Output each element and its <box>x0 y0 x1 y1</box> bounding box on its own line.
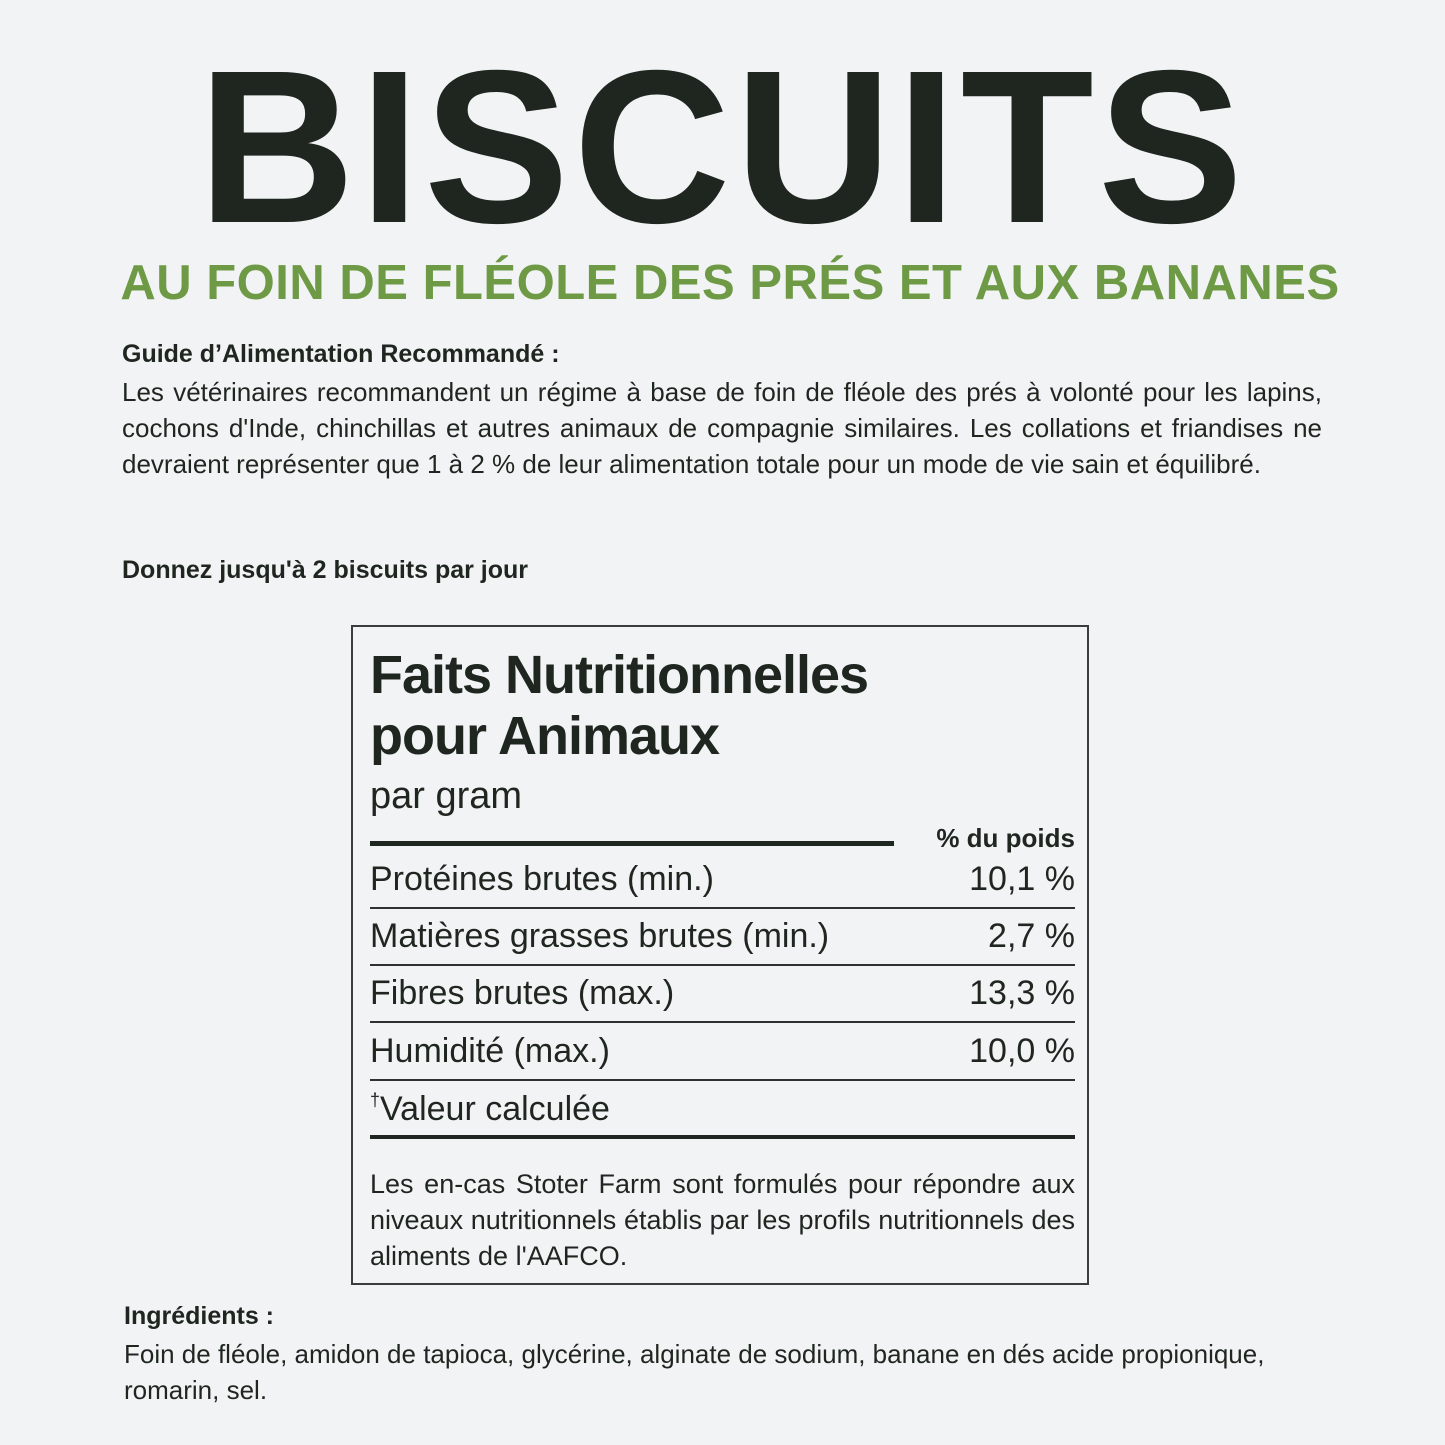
nutrient-label: Protéines brutes (min.) <box>370 860 714 898</box>
product-title: BISCUITS <box>197 26 1248 269</box>
nutrient-value: 10,0 % <box>969 1032 1075 1070</box>
ingredients-text: Foin de fléole, amidon de tapioca, glycérine, alginate de sodium, banane en dés acide propionique, romarin, sel. <box>124 1339 1265 1405</box>
nutrient-label: Matières grasses brutes (min.) <box>370 917 830 955</box>
feeding-guide-heading: Guide d’Alimentation Recommandé : <box>122 340 560 368</box>
aafco-disclaimer: Les en-cas Stoter Farm sont formulés pour répondre aux niveaux nutritionnels établis par les profils nutritionnels des aliments de l'AAFCO. <box>370 1169 1075 1271</box>
nutrition-title-line1: Faits Nutritionnelles <box>370 645 869 705</box>
calculated-value-note <box>370 1090 610 1129</box>
dagger-mark: † <box>370 1090 381 1110</box>
ingredients-heading: Ingrédients : <box>124 1302 275 1330</box>
nutrition-row <box>370 909 1075 966</box>
nutrient-label: Fibres brutes (max.) <box>370 974 675 1012</box>
dosage-text: Donnez jusqu'à 2 biscuits par jour <box>122 556 529 584</box>
divider <box>370 841 894 846</box>
nutrient-value: 2,7 % <box>988 917 1075 955</box>
nutrition-title <box>370 645 868 767</box>
divider <box>370 1135 1075 1139</box>
feeding-guide-text: Les vétérinaires recommandent un régime à base de foin de fléole des prés à volonté pour les lapins, cochons d'Inde, chinchillas et autres animaux de compagnie similaires. Les collations et friandises ne devraient représenter que 1 à 2 % de leur alimentation totale pour un mode de vie sain et équilibré. <box>122 377 1322 479</box>
note-text: Valeur calculée <box>380 1090 610 1128</box>
nutrition-subtitle: par gram <box>370 775 523 817</box>
column-header: % du poids <box>936 823 1075 853</box>
nutrition-row <box>370 966 1075 1023</box>
nutrient-value: 10,1 % <box>969 860 1075 898</box>
nutrition-row <box>370 1024 1075 1081</box>
product-subtitle: AU FOIN DE FLÉOLE DES PRÉS ET AUX BANANES <box>120 256 1340 310</box>
nutrition-row <box>370 852 1075 909</box>
nutrient-value: 13,3 % <box>969 974 1075 1012</box>
nutrient-label: Humidité (max.) <box>370 1032 610 1070</box>
nutrition-title-line2: pour Animaux <box>370 706 720 766</box>
